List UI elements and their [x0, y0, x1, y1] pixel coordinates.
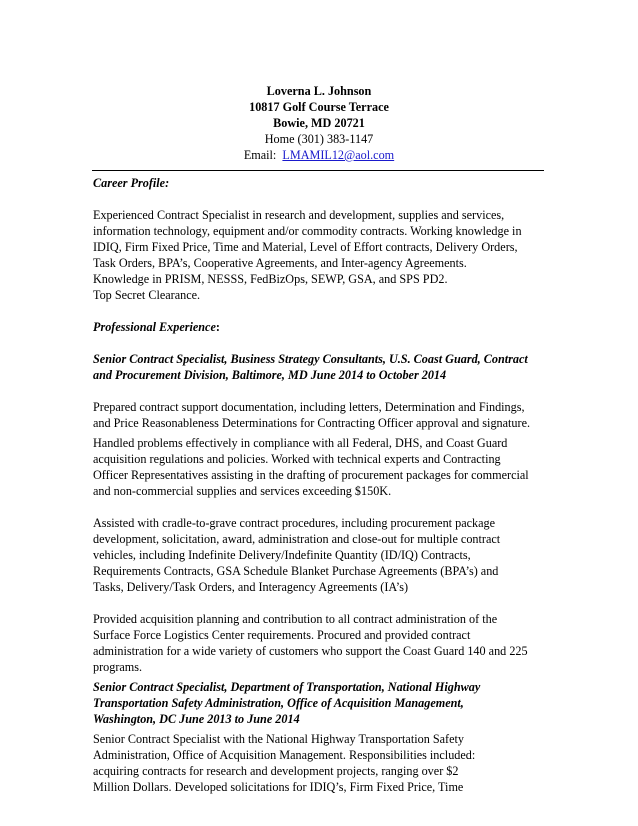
- text-line: information technology, equipment and/or commodity contracts. Working knowledge in: [93, 224, 522, 238]
- text-line: Senior Contract Specialist with the National Highway Transportation Safety: [93, 732, 464, 746]
- address-line-2: Bowie, MD 20721: [273, 116, 365, 130]
- text-line: Officer Representatives assisting in the drafting of procurement packages for commercial: [93, 468, 529, 482]
- text-line: IDIQ, Firm Fixed Price, Time and Material, Level of Effort contracts, Delivery Orders,: [93, 240, 518, 254]
- text-line: Surface Force Logistics Center requirements. Procured and provided contract: [93, 628, 471, 642]
- email-line: [0, 147, 638, 163]
- career-profile-text: [93, 207, 545, 303]
- resume-body: [93, 175, 545, 795]
- text-line: Million Dollars. Developed solicitations for IDIQ’s, Firm Fixed Price, Time: [93, 780, 464, 794]
- text-line: Assisted with cradle-to-grave contract procedures, including procurement package: [93, 516, 496, 530]
- contact-header: [0, 83, 638, 163]
- text-line: Prepared contract support documentation, including letters, Determination and Findings,: [93, 400, 525, 414]
- job-entry-dot-nhtsa: [93, 679, 545, 795]
- job-title-line: Transportation Safety Administration, Office of Acquisition Management,: [93, 696, 464, 710]
- job-title-line: and Procurement Division, Baltimore, MD June 2014 to October 2014: [93, 368, 447, 382]
- job-title-line: Washington, DC June 2013 to June 2014: [93, 712, 300, 726]
- professional-experience-heading: Professional Experience:: [93, 320, 220, 334]
- text-line: and non-commercial supplies and services exceeding $150K.: [93, 484, 392, 498]
- text-line: Requirements Contracts, GSA Schedule Blanket Purchase Agreements (BPA’s) and: [93, 564, 499, 578]
- text-line: and Price Reasonableness Determinations for Contracting Officer approval and signature.: [93, 416, 531, 430]
- job-title-line: Senior Contract Specialist, Department of Transportation, National Highway: [93, 680, 481, 694]
- phone-line: Home (301) 383-1147: [264, 132, 374, 146]
- job-entry-coast-guard: [93, 351, 545, 675]
- text-line: programs.: [93, 660, 143, 674]
- career-profile-heading: Career Profile:: [93, 176, 170, 190]
- text-line: Provided acquisition planning and contribution to all contract administration of the: [93, 612, 498, 626]
- text-line: administration for a wide variety of customers who support the Coast Guard 140 and 225: [93, 644, 528, 658]
- job-title-line: Senior Contract Specialist, Business Strategy Consultants, U.S. Coast Guard, Contract: [93, 352, 528, 366]
- email-link[interactable]: LMAMIL12@aol.com: [282, 148, 395, 162]
- text-line: acquiring contracts for research and development projects, ranging over $2: [93, 764, 459, 778]
- text-line: Administration, Office of Acquisition Management. Responsibilities included:: [93, 748, 476, 762]
- text-line: Knowledge in PRISM, NESSS, FedBizOps, SEWP, GSA, and SPS PD2.: [93, 272, 448, 286]
- text-line: Experienced Contract Specialist in research and development, supplies and services,: [93, 208, 505, 222]
- address-line-1: 10817 Golf Course Terrace: [249, 100, 389, 114]
- candidate-name: Loverna L. Johnson: [266, 84, 372, 98]
- text-line: vehicles, including Indefinite Delivery/Indefinite Quantity (ID/IQ) Contracts,: [93, 548, 471, 562]
- text-line: Top Secret Clearance.: [93, 288, 201, 302]
- text-line: acquisition regulations and policies. Worked with technical experts and Contracting: [93, 452, 501, 466]
- header-divider: [92, 170, 544, 171]
- text-line: development, solicitation, award, administration and close-out for multiple contract: [93, 532, 501, 546]
- text-line: Handled problems effectively in compliance with all Federal, DHS, and Coast Guard: [93, 436, 508, 450]
- text-line: Task Orders, BPA’s, Cooperative Agreements, and Inter-agency Agreements.: [93, 256, 467, 270]
- text-line: Tasks, Delivery/Task Orders, and Interagency Agreements (IA’s): [93, 580, 409, 594]
- email-label: Email:: [243, 148, 277, 162]
